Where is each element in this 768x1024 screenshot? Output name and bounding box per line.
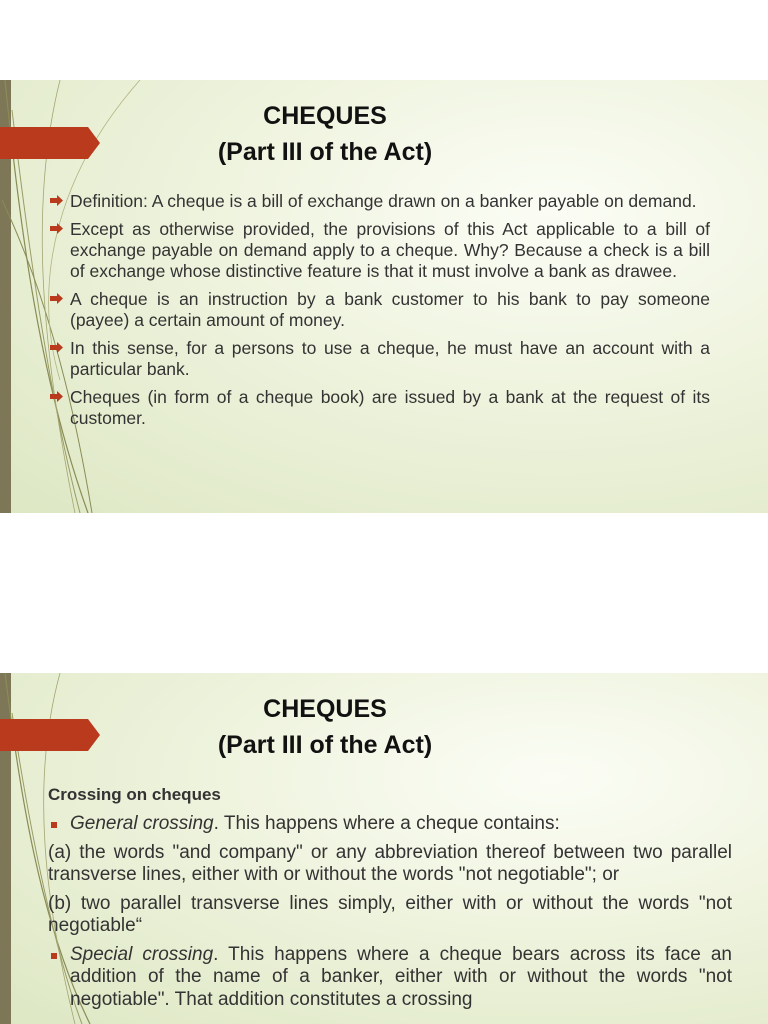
title-line-1: CHEQUES	[263, 695, 387, 723]
bullet-list	[50, 191, 710, 436]
slide-accent-tab	[0, 719, 100, 751]
section-heading: Crossing on cheques	[48, 785, 221, 804]
bullet-text: In this sense, for a persons to use a cheque, he must have an account with a particular bank.	[70, 338, 710, 380]
arrow-bullet-icon	[50, 195, 63, 206]
paragraph-a: (a) the words "and company" or any abbreviation thereof between two parallel transverse lines, either with or without the words "not negotiable"; or	[48, 841, 732, 885]
bullet-item	[50, 191, 710, 212]
square-bullet-icon	[51, 822, 57, 828]
title-line-1: CHEQUES	[263, 102, 387, 130]
bullet-item-general	[48, 813, 732, 836]
bullet-item	[50, 387, 710, 429]
special-crossing-text: . This happens where a cheque bears across its face an addition of the name of a banker, either with or without the words "not negotiable". That addition constitutes a crossing	[70, 943, 732, 1010]
arrow-bullet-icon	[50, 391, 63, 402]
bullet-text: Definition: A cheque is a bill of exchange drawn on a banker payable on demand.	[70, 191, 697, 211]
slide-body	[48, 783, 732, 1011]
bullet-text: A cheque is an instruction by a bank customer to his bank to pay someone (payee) a certain amount of money.	[70, 289, 710, 330]
slide-2	[0, 673, 768, 1024]
bullet-item-special	[48, 944, 732, 1012]
paragraph-b: (b) two parallel transverse lines simply, either with or without the words "not negotiable“	[48, 892, 732, 936]
square-bullet-icon	[51, 953, 57, 959]
slide-title	[150, 691, 500, 763]
bullet-text: Cheques (in form of a cheque book) are issued by a bank at the request of its customer.	[70, 387, 710, 429]
slide-accent-tab	[0, 127, 100, 159]
bullet-text: Except as otherwise provided, the provisions of this Act applicable to a bill of exchange payable on demand apply to a cheque. Why? Because a check is a bill of exchange whose distinctive feature is that it must involve a bank as drawee.	[70, 219, 710, 281]
title-line-2: (Part III of the Act)	[217, 138, 433, 166]
slide-title	[150, 98, 500, 170]
general-crossing-term: General crossing	[70, 813, 214, 834]
bullet-item	[50, 289, 710, 331]
arrow-bullet-icon	[50, 223, 63, 234]
bullet-item	[50, 338, 710, 380]
general-crossing-text: . This happens where a cheque contains:	[213, 813, 560, 834]
slide-1	[0, 80, 768, 513]
special-crossing-term: Special crossing	[70, 943, 214, 965]
bullet-item	[50, 219, 710, 281]
arrow-bullet-icon	[50, 342, 63, 353]
arrow-bullet-icon	[50, 293, 63, 304]
title-line-2: (Part III of the Act)	[217, 731, 433, 759]
